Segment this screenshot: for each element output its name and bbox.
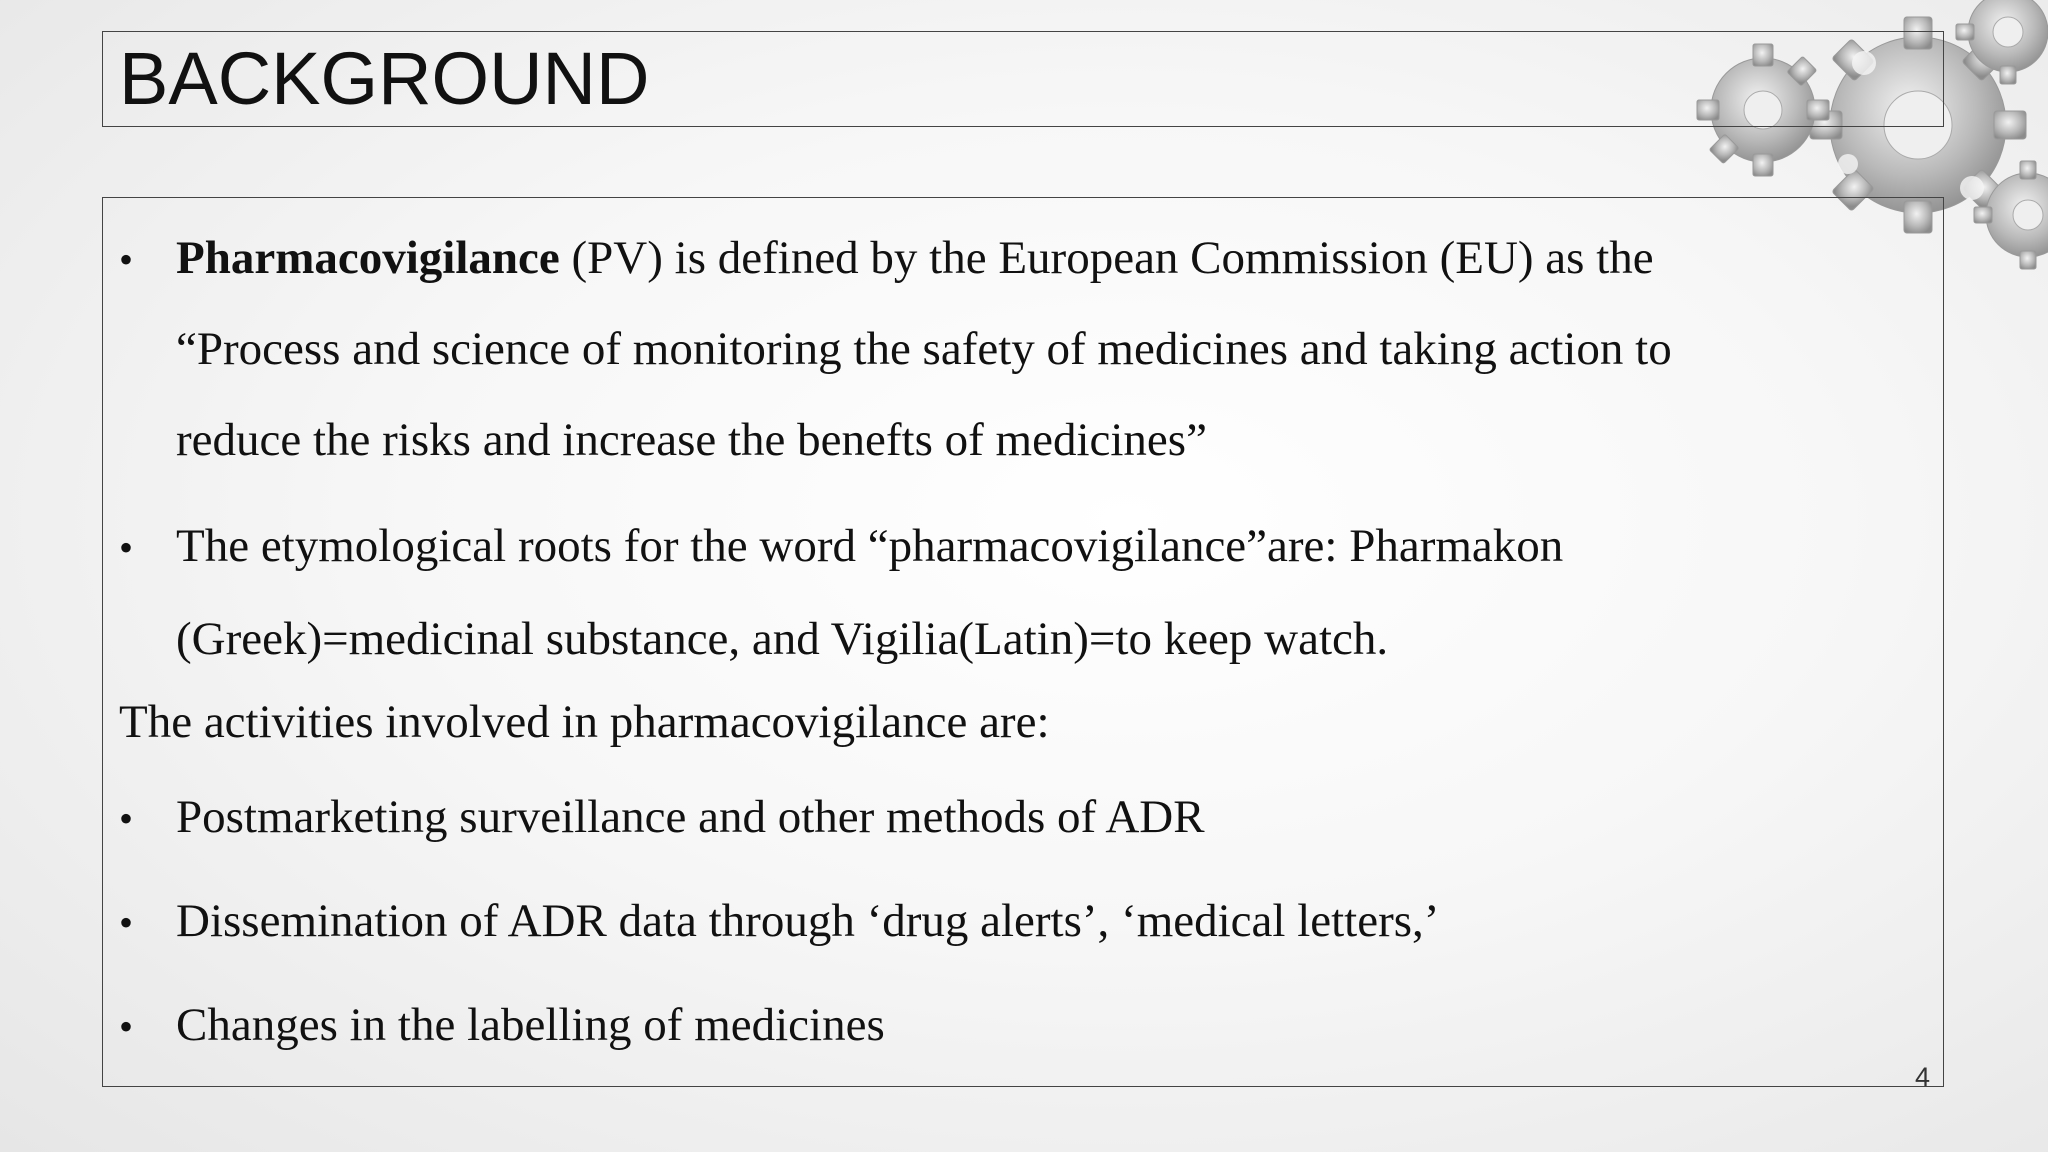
content-box <box>102 197 1944 1087</box>
activity-dissemination: Dissemination of ADR data through ‘drug alerts’, ‘medical letters,’ <box>176 895 1440 947</box>
bullet-marker: • <box>119 796 134 841</box>
bullet-text-line-1 <box>176 232 1654 284</box>
etymology-line-1: The etymological roots for the word “pharmacovigilance”are: Pharmakon <box>176 520 1564 572</box>
bullet-marker: • <box>119 900 134 945</box>
bullet-marker: • <box>119 525 134 570</box>
page-number: 4 <box>1914 1062 1930 1092</box>
definition-line-1: (PV) is defined by the European Commission (EU) as the <box>559 232 1654 284</box>
definition-line-2: “Process and science of monitoring the safety of medicines and taking action to <box>176 323 1672 375</box>
bullet-marker: • <box>119 237 134 282</box>
title-box <box>102 31 1944 127</box>
pharmacovigilance-term: Pharmacovigilance <box>176 232 560 284</box>
etymology-line-2: (Greek)=medicinal substance, and Vigilia(Latin)=to keep watch. <box>176 613 1389 665</box>
activity-labelling: Changes in the labelling of medicines <box>176 999 885 1051</box>
bullet-marker: • <box>119 1004 134 1049</box>
slide-title: BACKGROUND <box>119 37 650 120</box>
activity-postmarketing: Postmarketing surveillance and other methods of ADR <box>176 791 1205 843</box>
activities-heading-text: The activities involved in pharmacovigilance are: <box>119 696 1050 748</box>
definition-line-3: reduce the risks and increase the benefts of medicines” <box>176 414 1207 466</box>
